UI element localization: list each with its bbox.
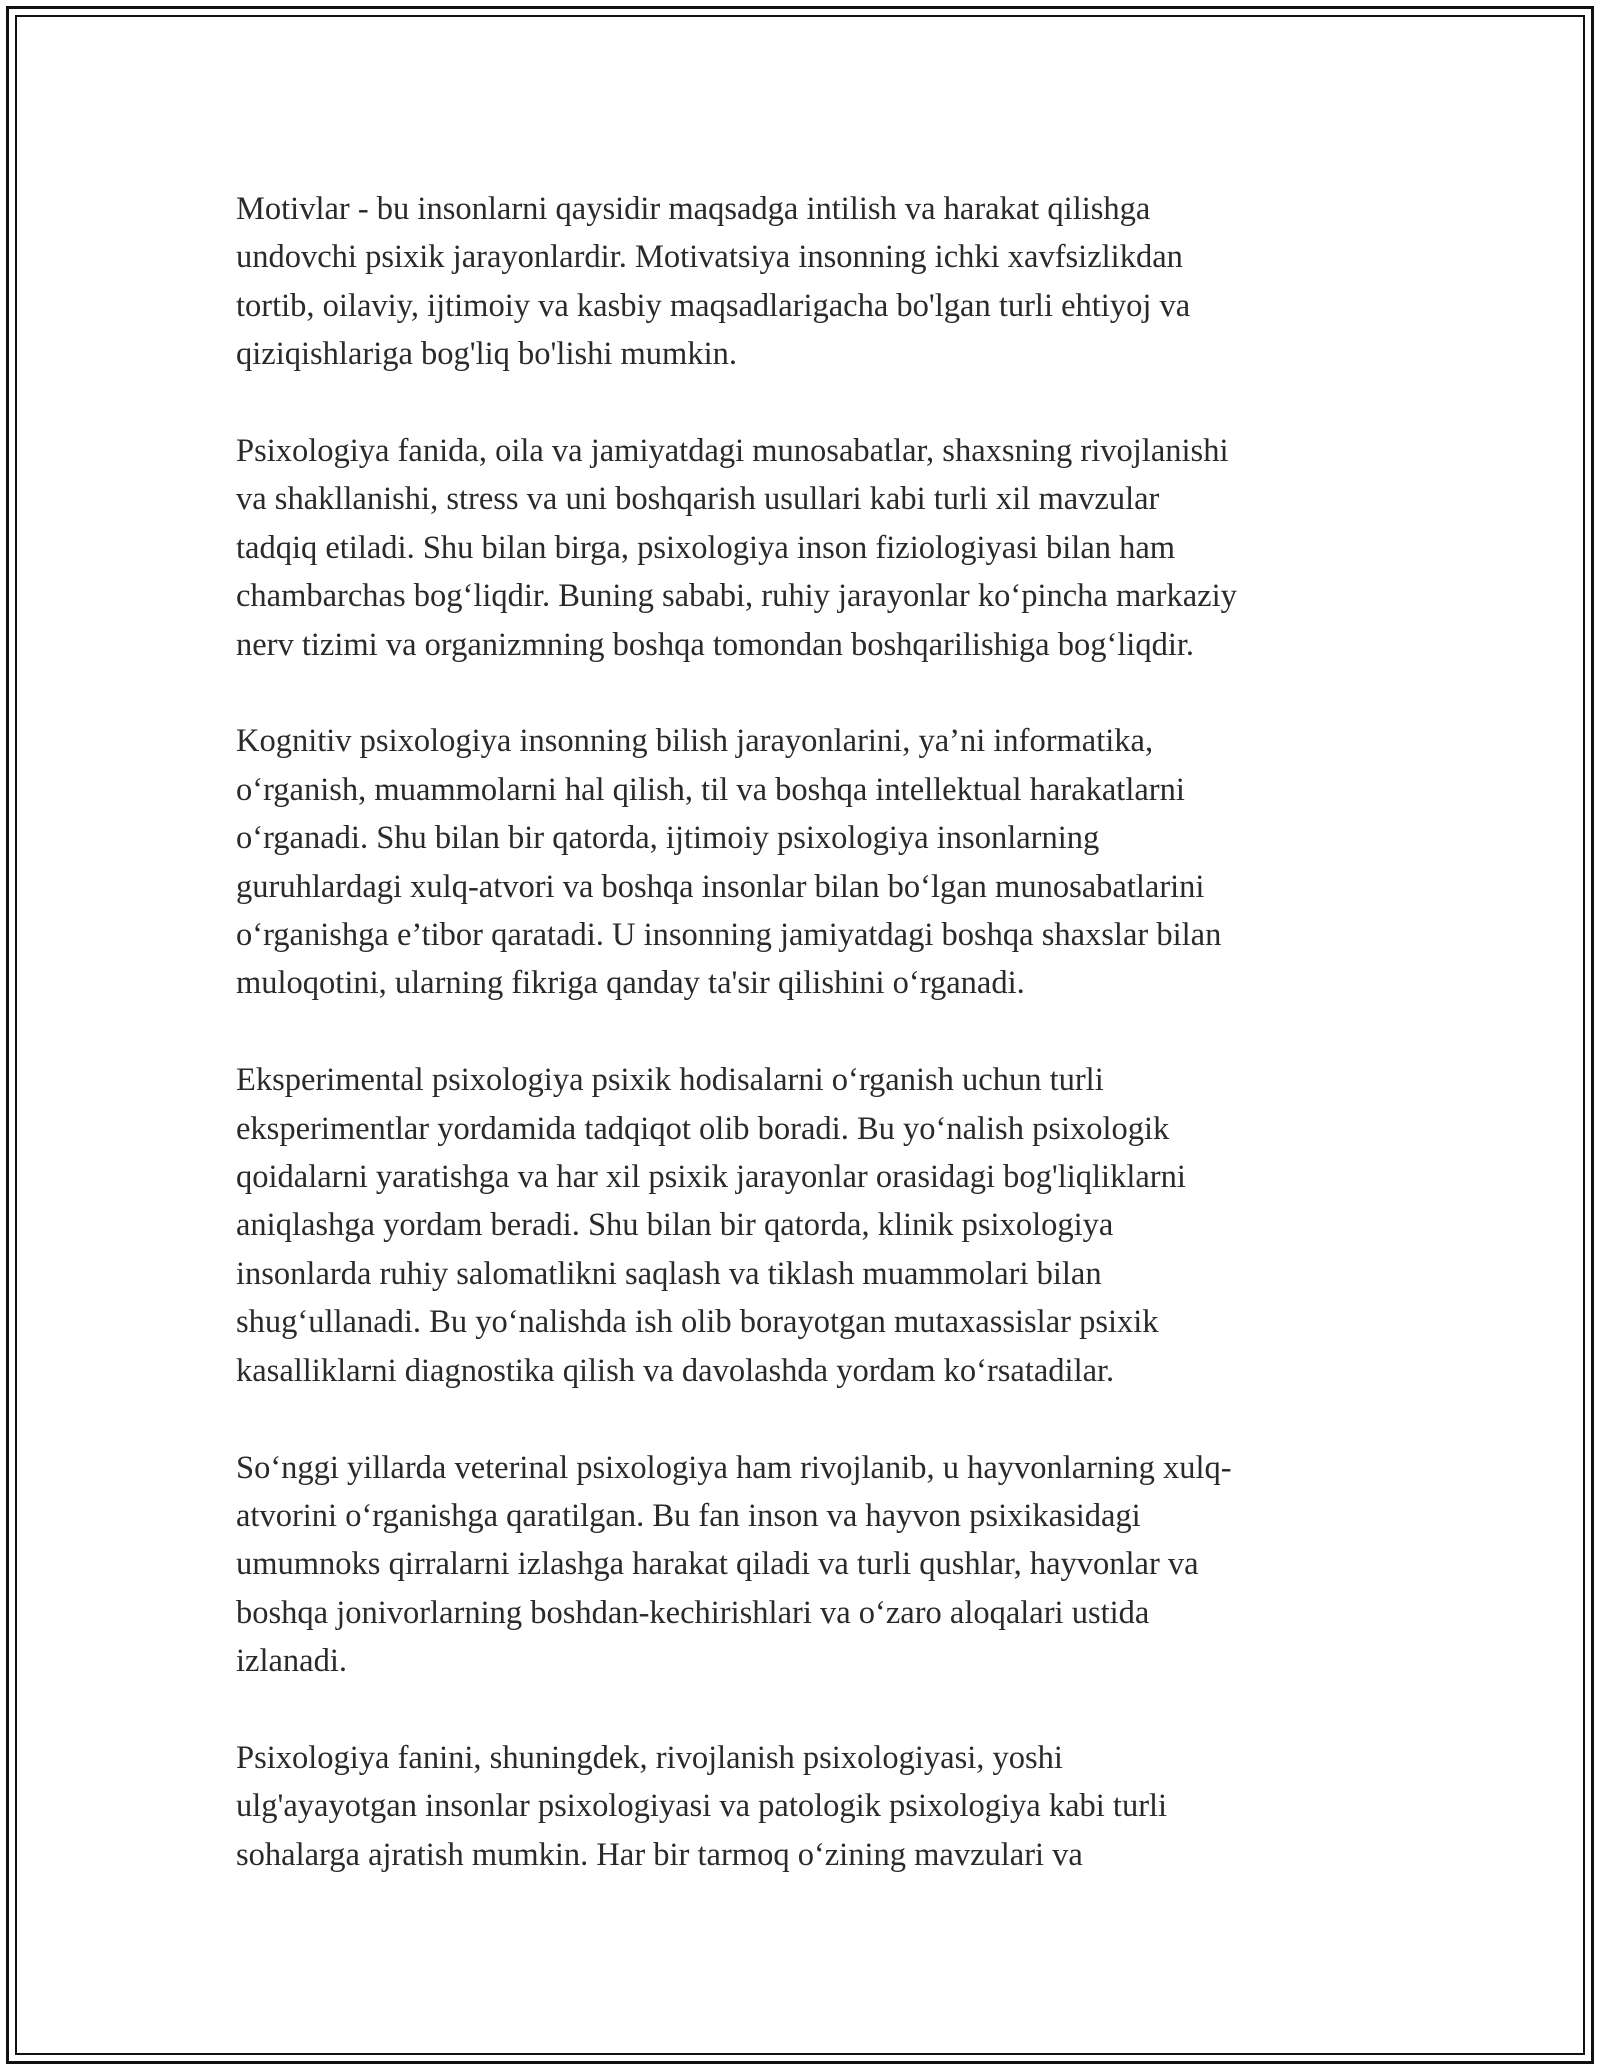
paragraph-branches: Psixologiya fanini, shuningdek, rivojlanish psixologiyasi, yoshi ulg'ayayotgan insonlar psixologiyasi va patologik psixologiya kabi turli sohalarga ajratish mumkin. Har bir tarmoq o‘zining mavzulari va bbox=[236, 1739, 1168, 1873]
paragraph-experimental-clinical: Eksperimental psixologiya psixik hodisalarni o‘rganish uchun turli eksperimentlar yordamida tadqiqot olib boradi. Bu yo‘nalish psixologik qoidalarni yaratishga va har xil psixik jarayonlar orasidagi bog'liqliklarni aniqlashga yordam beradi. Shu bilan bir qatorda, klinik psixologiya insonlarda ruhiy salomatlikni saqlash va tiklash muammolari bilan shug‘ullanadi. Bu yo‘nalishda ish olib borayotgan mutaxassislar psixik kasalliklarni diagnostika qilish va davolashda yordam ko‘rsatadilar. bbox=[236, 1062, 1186, 1389]
paragraph-motivation: Motivlar - bu insonlarni qaysidir maqsadga intilish va harakat qilishga undovchi psixik jarayonlardir. Motivatsiya insonning ichki xavfsizlikdan tortib, oilaviy, ijtimoiy va kasbiy maqsadlarigacha bo'lgan turli ehtiyoj va qiziqishlariga bog'liq bo'lishi mumkin. bbox=[236, 191, 1191, 373]
paragraph-psychology-topics: Psixologiya fanida, oila va jamiyatdagi munosabatlar, shaxsning rivojlanishi va shakllanishi, stress va uni boshqarish usullari kabi turli xil mavzular tadqiq etiladi. Shu bilan birga, psixologiya inson fiziologiyasi bilan ham chambarchas bog‘liqdir. Buning sababi, ruhiy jarayonlar ko‘pincha markaziy nerv tizimi va organizmning boshqa tomondan boshqarilishiga bog‘liqdir. bbox=[236, 433, 1237, 663]
document-body bbox=[236, 185, 1386, 1928]
paragraph-veterinary: So‘nggi yillarda veterinal psixologiya ham rivojlanib, u hayvonlarning xulq- atvorini o‘rganishga qaratilgan. Bu fan inson va hayvon psixikasidagi umumnoks qirralarni izlashga harakat qiladi va turli qushlar, hayvonlar va boshqa jonivorlarning boshdan-kechirishlari va o‘zaro aloqalari ustida izlanadi. bbox=[236, 1449, 1232, 1680]
paragraph-cognitive-social: Kognitiv psixologiya insonning bilish jarayonlarini, ya’ni informatika, o‘rganish, muammolarni hal qilish, til va boshqa intellektual harakatlarni o‘rganadi. Shu bilan bir qatorda, ijtimoiy psixologiya insonlarning guruhlardagi xulq-atvori va boshqa insonlar bilan bo‘lgan munosabatlarini o‘rganishga e’tibor qaratadi. U insonning jamiyatdagi boshqa shaxslar bilan muloqotini, ularning fikriga qanday ta'sir qilishini o‘rganadi. bbox=[236, 723, 1222, 1002]
